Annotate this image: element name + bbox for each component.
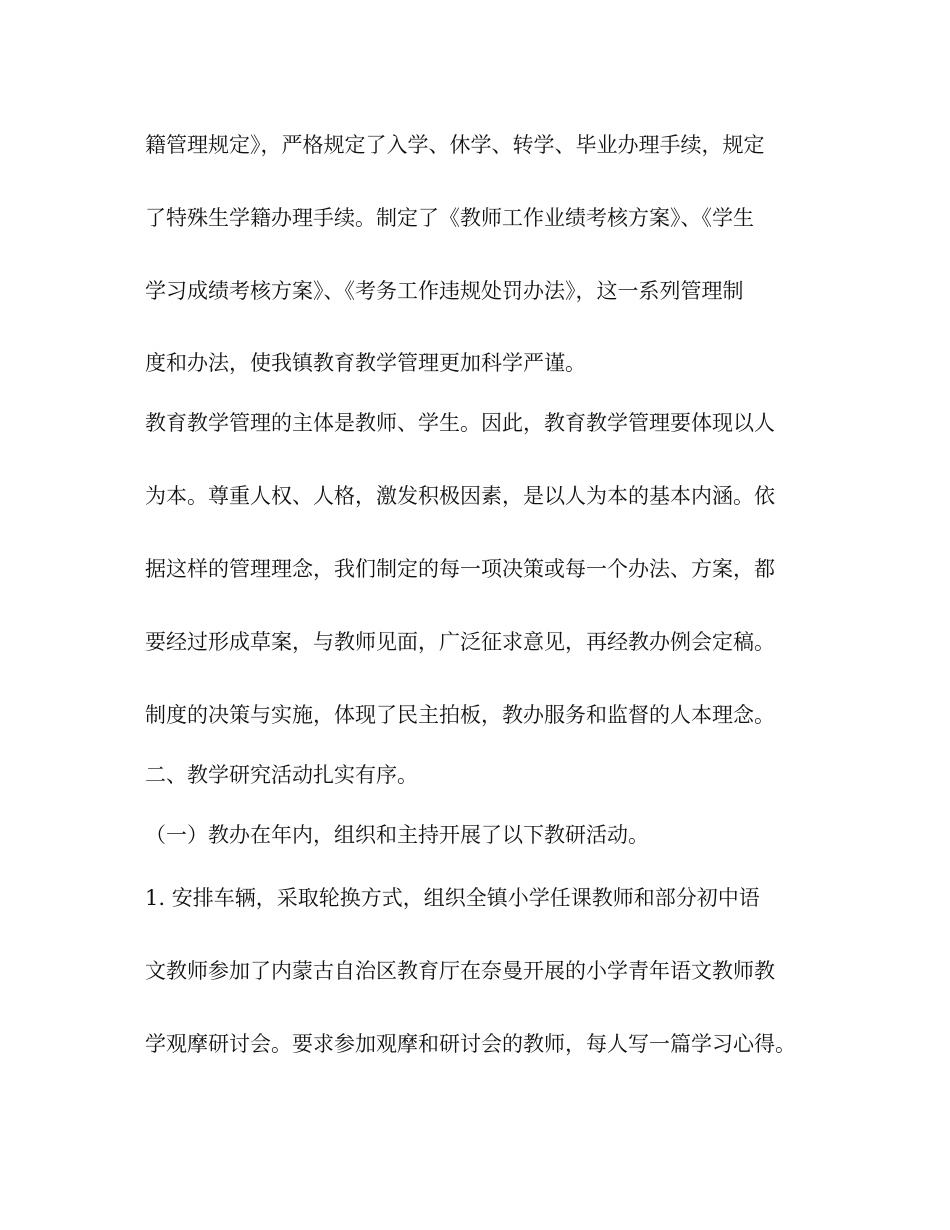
list-item-text: 文教师参加了内蒙古自治区教育厅在奈曼开展的小学青年语文教师教 [145, 959, 775, 983]
text-line: 了特殊生学籍办理手续。制定了《教师工作业绩考核方案》、《学生 [145, 206, 754, 230]
list-item-text: 学观摩研讨会。要求参加观摩和研讨会的教师，每人写一篇学习心得。 [145, 1032, 796, 1056]
text-line: 为本。尊重人权、人格，激发积极因素，是以人为本的基本内涵。依 [145, 484, 775, 508]
text-line: 据这样的管理理念，我们制定的每一项决策或每一个办法、方案，都 [145, 557, 775, 581]
text-line: 教育教学管理的主体是教师、学生。因此，教育教学管理要体现以人 [145, 411, 775, 435]
text-line: 要经过形成草案，与教师见面，广泛征求意见，再经教办例会定稿。 [145, 630, 775, 654]
text-line: 制度的决策与实施，体现了民主拍板，教办服务和监督的人本理念。 [145, 703, 775, 727]
section-heading: 二、教学研究活动扎实有序。 [145, 763, 418, 787]
text-line: 度和办法，使我镇教育教学管理更加科学严谨。 [145, 351, 586, 375]
list-item-text: 1. 安排车辆，采取轮换方式，组织全镇小学任课教师和部分初中语 [145, 886, 760, 910]
text-line: 学习成绩考核方案》、《考务工作违规处罚办法》，这一系列管理制 [145, 279, 744, 303]
subsection-heading: （一）教办在年内，组织和主持开展了以下教研活动。 [145, 823, 649, 847]
text-line: 籍管理规定》，严格规定了入学、休学、转学、毕业办理手续，规定 [145, 133, 765, 157]
